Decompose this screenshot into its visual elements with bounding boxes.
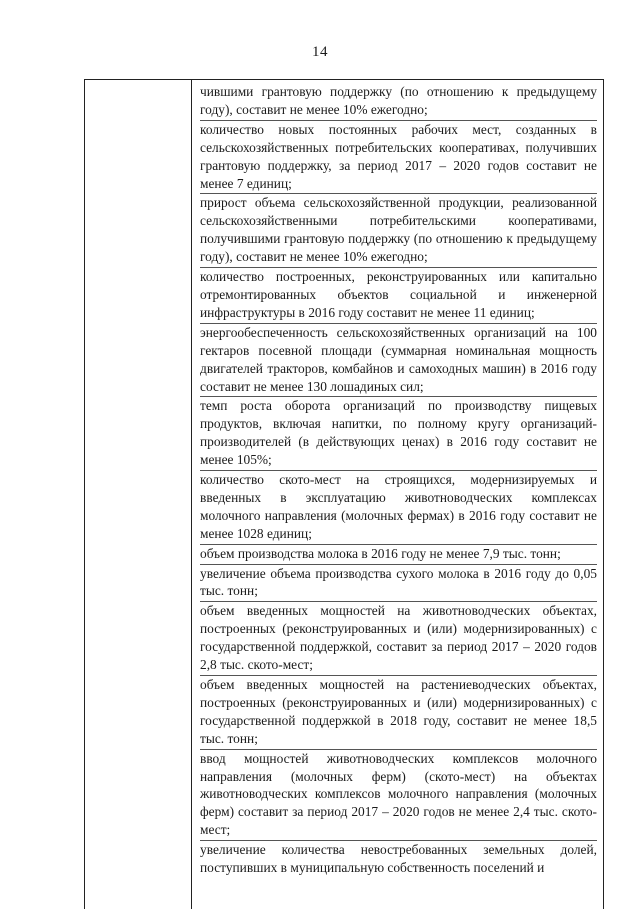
indicator-paragraph: количество ското-мест на строящихся, модернизируемых и введенных в эксплуатацию животноводческих комплексах молочного направления (молочных фермах) в 2016 году составит не менее 1028 единиц; — [200, 471, 597, 545]
page-number: 14 — [312, 44, 328, 60]
indicator-paragraph: объем производства молока в 2016 году не менее 7,9 тыс. тонн; — [200, 545, 597, 565]
indicator-paragraph: увеличение количества невостребованных земельных долей, поступивших в муниципальную собственность поселений и — [200, 842, 597, 876]
indicator-paragraph: количество новых постоянных рабочих мест, созданных в сельскохозяйственных потребительских кооперативах, получивших грантовую поддержку, за период 2017 – 2020 годов составит не менее 7 единиц; — [200, 121, 597, 195]
indicator-paragraph: объем введенных мощностей на животноводческих объектах, построенных (реконструированных и (или) модернизированных) с государственной поддержкой, составит за период 2017 – 2020 годов 2,8 тыс. ското-мест; — [200, 602, 597, 676]
table-left-cell — [85, 80, 192, 909]
indicator-paragraph: количество построенных, реконструированных или капитально отремонтированных объектов социальной и инженерной инфраструктуры в 2016 году составит не менее 11 единиц; — [200, 268, 597, 324]
table-right-cell — [192, 80, 604, 909]
indicators-table — [84, 79, 604, 909]
indicator-paragraph: объем введенных мощностей на растениеводческих объектах, построенных (реконструированных и (или) модернизированных) с государственной поддержкой в 2018 году, составит не менее 18,5 тыс. тонн; — [200, 676, 597, 750]
indicator-paragraph: прирост объема сельскохозяйственной продукции, реализованной сельскохозяйственными потребительскими кооперативами, получившими грантовую поддержку (по отношению к предыдущему году), составит не менее 10% ежегодно; — [200, 194, 597, 268]
indicator-paragraph: темп роста оборота организаций по производству пищевых продуктов, включая напитки, по полному кругу организаций-производителей (в действующих ценах) в 2016 году составит не менее 105%; — [200, 397, 597, 471]
indicator-paragraph: ввод мощностей животноводческих комплексов молочного направления (молочных ферм) (ското-мест) на объектах животноводческих комплексов молочного направления (молочных ферм) составит за период 2017 – 2020 годов не менее 2,4 тыс. ското-мест; — [200, 750, 597, 842]
indicator-paragraph: чившими грантовую поддержку (по отношению к предыдущему году), составит не менее 10% ежегодно; — [200, 83, 597, 121]
indicator-paragraph: увеличение объема производства сухого молока в 2016 году до 0,05 тыс. тонн; — [200, 565, 597, 603]
indicator-paragraph: энергообеспеченность сельскохозяйственных организаций на 100 гектаров посевной площади (суммарная номинальная мощность двигателей тракторов, комбайнов и самоходных машин) в 2016 году составит не менее 130 лошадиных сил; — [200, 324, 597, 398]
